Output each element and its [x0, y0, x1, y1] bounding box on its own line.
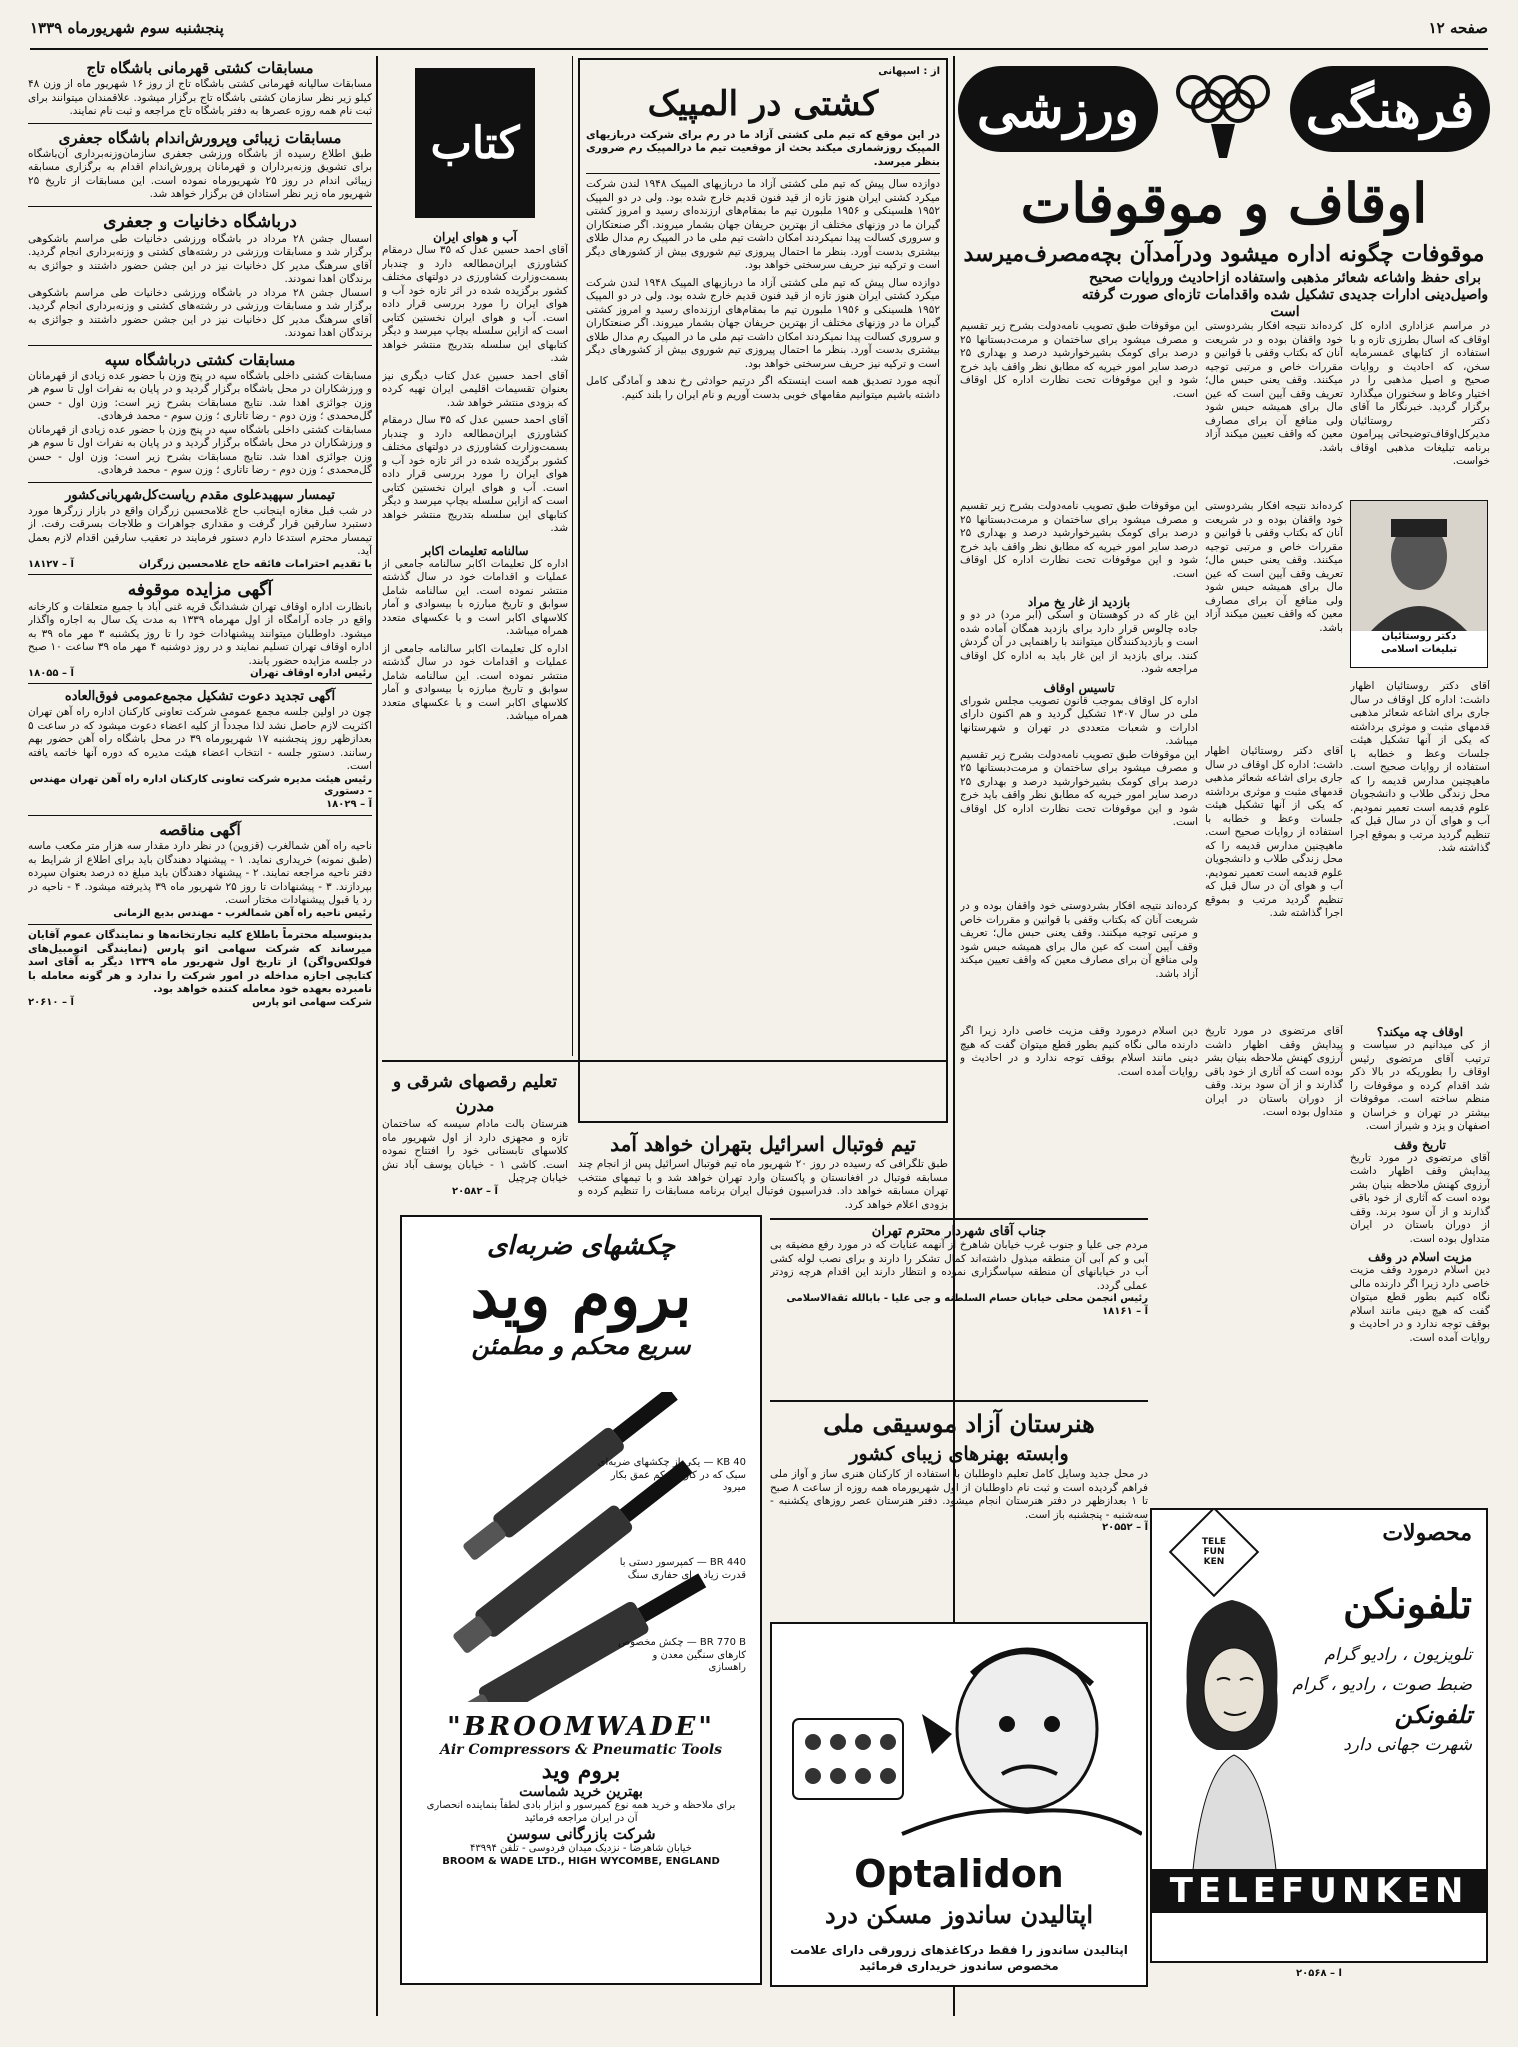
- tobacco-club-text: اسسال جشن ۲۸ مرداد در باشگاه ورزشی دخانیات طی‌ مراسم باشکوهی برگزار شد و مسابقات ورزشی در رشته‌های کشتی و وزنه‌برداری انجام گردید. آقای سرهنگ مدیر کل دخانیات نیز در این جشن حضور داشتند و جوائزی به برندگان اهدا نمودند.: [28, 232, 372, 285]
- optalidon-brand: Optalidon: [854, 1852, 1064, 1896]
- tajclub-text: مسابقات سالیانه قهرمانی کشتی باشگاه تاج از روز ۱۶ شهریور ماه از وزن ۴۸ کیلو زیر نظر سازمان کشتی باشگاه تاج برگزار میشود. علاقمندان میتوانند برای ثبت نام همه روزه عصرها به دفتر باشگاه تاج مراجعه و ثبت نام نمایند.: [28, 78, 372, 117]
- mayor-text: مردم جی علیا و جنوب غرب خیابان شاهرخ از آنهمه عنایات که در مورد رفع مضیقه بی آبی و کم آبی آن منطقه مبذول داشته‌اند کمال تشکر را دارند و برای نصب لوله کشی آب در خیابانهای آن منطقه سپاسگزاری نموده و انتظار دارند این اقدام هرچه زودتر عملی گردد.: [770, 1239, 1148, 1292]
- auction-code: آ – ۱۸۰۵۵: [28, 668, 74, 679]
- wrestling-intro: در این موقع که تیم ملی کشتی آزاد ما در رم برای شرکت دربازیهای المپیک روزشماری میکند بحث از موقعیت تیم ما درالمپیک رم ضروری بنظر میرسد.: [586, 128, 940, 168]
- what-waqf-title: اوقاف چه میکند؟: [1376, 1025, 1464, 1039]
- islam-waqf-text: دین اسلام درمورد وقف مزیت خاصی دارد زیرا اگر دارنده مالی نگاه کنیم بطور قطع میتوان گفت که هیچ دینی مانند اسلام بوقف توجه ندارد و در احادیث و روایات آمده است.: [1350, 1264, 1490, 1344]
- wrestling-title: کشتی در المپیک: [647, 83, 879, 124]
- culture-subhead: موقوفات چگونه اداره میشود ودرآمدآن بچه‌مصرف‌میرسد: [963, 241, 1485, 267]
- culture-col-3: این موقوفات طبق تصویب نامه‌دولت بشرح زیر تقسیم و مصرف میشود برای ساختمان و مرمت‌دبستانها ۲۵ درصد برای کومک بشیرخوارشید درصد و بهداری ۲۵ درصد سایر امور خیریه که مطابق نظر واقف باید خرج شود و این موقوفات تحت نظارت اداره کل اوقاف است.: [960, 320, 1198, 400]
- tender-text: ناحیه راه آهن شمالغرب (قزوین) در نظر دارد مقدار سه هزار متر مکعب ماسه (طبق نمونه) خریداری نماید. ۱ - پیشنهاد دهندگان باید برای اطلاع از شرایط به دفتر ناحیه مراجعه نمایند. ۲ - پیشنهاد دهندگان باید مبلغ ده درصد بعنوان سپرده بپردازند. ۳ - پیشنهادات تا روز ۲۵ شهریور ماه ۳۹ پذیرفته میشود. ۴ - ناحیه در رد یا قبول پیشنهادات مختار است.: [28, 840, 372, 906]
- culture-extra: این موقوفات طبق تصویب نامه‌دولت بشرح زیر تقسیم و مصرف میشود برای ساختمان و مرمت‌دبستانها ۲۵ درصد برای کومک بشیرخوارشید درصد و بهداری ۲۵ درصد سایر امور خیریه که مطابق نظر واقف باید خرج شود و این موقوفات تحت نظارت اداره کل اوقاف است.: [960, 748, 1198, 828]
- broomwade-slogan: سریع محکم و مطمئن: [471, 1331, 691, 1360]
- what-waqf-does: [1350, 1025, 1490, 1495]
- bodybuilding-text: طبق اطلاع رسیده از باشگاه ورزشی جعفری سازمان‌وزنه‌برداری آن‌باشگاه برای تشویق وزنه‌برداران و قهرمانان پرورش‌اندام اقدام به برگزاری مسابقه زیبائی اندام در روز ۲۵ شهریورماه نموده است. این مسابقات از تاریخ ۲۵ شهریور ماه زیر نظر استادان فن برگزار خواهد شد.: [28, 147, 372, 200]
- mayor-title: جناب آقای شهردار محترم تهران: [871, 1224, 1047, 1239]
- page-header: [30, 8, 1488, 50]
- optalidon-footer: اپتالیدن ساندوز را فقط درکاغذهای زرورقی دارای علامت مخصوص ساندوز خریداری فرمائید: [790, 1943, 1128, 1973]
- sepah-text: مسابقات کشتی داخلی باشگاه سپه در پنج وزن با حضور عده زیادی از قهرمانان و ورزشکاران در محل باشگاه برگزار گردید و در پایان به نفرات اول تا سوم هر وزن جوائزی اهدا شد. نتایج مسابقات بشرح زیر است: وزن اول - حسن گل‌محمدی ؛ وزن دوم - رضا تاتاری ؛ وزن سوم - محمد فرهادی.: [28, 369, 372, 422]
- wrestling-text: دوازده سال پیش که تیم ملی کشتی آزاد ما دربازیهای المپیک ۱۹۴۸ لندن شرکت میکرد کشتی ایران هنوز تازه از قید فنون قدیم خارج شده بود. ولی در دو المپیک ۱۹۵۲ هلسینکی و ۱۹۵۶ ملبورن تیم ما بمقام‌های ارزنده‌ای رسید و امروز کشتی گیران ما در وزنهای مختلف از بهترین حریفان جهان بشمار میروند. اگر صنعتکاران و سروری کسالت پیدا نمیکردند امکان داشت تیم ملی ما در المپیک رم مدال طلای بیشتری بدست آورد. بنظر ما احتمال پیروزی تیم شوروی بیش از کشورهای دیگر است و ترکیه نیز حریف سرسختی خواهد بود.: [586, 178, 940, 271]
- telefunken-products: [1282, 1640, 1472, 1760]
- telefunken-code: آ – ۲۰۵۶۸: [1296, 1968, 1342, 1979]
- dance-title: تعلیم رقصهای شرقی و مدرن: [392, 1072, 558, 1116]
- music-school-ad: [770, 1400, 1148, 1620]
- issue-date: پنجشنبه سوم شهریورماه ۱۳۳۹: [30, 19, 224, 37]
- autopars-sign: شرکت سهامی اتو پارس: [252, 996, 372, 1008]
- telefunken-logo-text: TELE FUN KEN: [1201, 1537, 1227, 1567]
- culture-col-2c: آقای مرتضوی در مورد تاریخ پیدایش وقف اظهار داشت آرزوی کهنش ملاحظه بنیان بشر بوده است که آثاری از خود باقی گذارند و از آن سود برند. وقف از دوران باستان در ایران متداول بوده است.: [1205, 1025, 1343, 1118]
- divider: [382, 1060, 948, 1068]
- founding-title: تاسیس اوقاف: [1043, 680, 1115, 695]
- culture-headline: اوقاف و موقوفات: [1020, 171, 1428, 235]
- culture-lower-col-1: آقای دکتر روستائیان اظهار داشت: اداره کل اوقاف در سال جاری برای اشاعه شعائر مذهبی قدمهای مثبت و موثری برداشته که یکی از آنها تشکیل هیئت جلسات وعظ و خطابه با استفاده از روایات صحیح است. ماهیچنین مدارس قدیمه را که محل زندگی طلاب و دانشجویان علوم قدیمه است تعمیر نمودیم. آب و هوای آن در سال قبل که تنظیم گردید مرتب و بموقع اجرا گذاشته شد.: [1350, 680, 1490, 854]
- cave-visit-title: بازدید از غار یخ مراد: [1027, 595, 1131, 609]
- police-letter-text: در شب قبل مغازه اینجانب حاج غلامحسین زرگران واقع در بازار زرگرها مورد دستبرد سارقین قرار گرفت و مقداری جواهرات و طلاجات بسرقت رفت. از تیمسار محترم استدعا دارم دستور فرمایند در تعقیب سارقین اقدام لازم بعمل آید.: [28, 504, 372, 557]
- broomwade-label-2: BR 440 — کمپرسور دستی با قدرت زیاد برای حفاری سنگ: [619, 1557, 746, 1581]
- broomwade-tagline: Air Compressors & Pneumatic Tools: [439, 1742, 723, 1758]
- dance-code: آ – ۲۰۵۸۲: [452, 1185, 498, 1197]
- waqf-history-text: آقای مرتضوی در مورد تاریخ پیدایش وقف اظهار داشت آرزوی کهنش ملاحظه بنیان بشر بوده است که آثاری از خود باقی گذارند و از آن سود برند. وقف از دوران باستان در ایران متداول بوده است.: [1350, 1151, 1490, 1245]
- culture-subhead-2: برای حفظ واشاعه شعائر مذهبی واستفاده ازاحادیث وروایات صحیح واصیل‌دینی ادارات جدیدی تشکیل شده واقدامات تازه‌ای صورت گرفته است: [1081, 270, 1489, 320]
- telefunken-wordmark: TELEFUNKEN: [1152, 1869, 1486, 1913]
- culture-lower-col-3: کرده‌اند نتیجه افکار بشردوستی خود واقفان بوده و در شریعت آنان که بکتاب وقفی با قوانین و مقررات خاص و مرتبی توجیه میکنند. وقف یعنی حبس مال؛ تعریف وقف آیین است که عین مال برای همیشه حبس شود ولی منافع آن برای مصارف معین که واقف تعیین میکند آزاد باشد.: [960, 900, 1198, 980]
- telefunken-line-1: تلویزیون ، رادیو گرام: [1324, 1645, 1472, 1665]
- broomwade-address: خیابان شاهرضا - نزدیک میدان فردوسی - تلفن ۴۳۹۹۴: [470, 1843, 692, 1854]
- music-title: هنرستان آزاد موسیقی ملی: [823, 1409, 1095, 1438]
- football-title: تیم فوتبال اسرائیل بتهران خواهد آمد: [610, 1132, 916, 1156]
- broomwade-ad: [400, 1215, 762, 1985]
- football-text: طبق تلگرافی که رسیده در روز ۲۰ شهریور ماه تیم فوتبال اسرائیل پس از انجام چند مسابقه فوتبال در افغانستان و پاکستان وارد تهران خواهد شد و با تیمهای منتخب تهران مسابقه خواهد داد. فدراسیون فوتبال ایران برنامه مسابقات را تنظیم کرده و بزودی اعلام خواهد کرد.: [578, 1158, 948, 1210]
- woman-illustration-icon: [1162, 1580, 1302, 1880]
- sepah-text-2: مسابقات کشتی داخلی باشگاه سپه در پنج وزن با حضور عده زیادی از قهرمانان و ورزشکاران در محل باشگاه برگزار گردید و در پایان به نفرات اول تا سوم هر وزن جوائزی اهدا شد. نتایج مسابقات بشرح زیر است: وزن اول - حسن گل‌محمدی ؛ وزن دوم - رضا تاتاری ؛ وزن سوم - محمد فرهادی.: [28, 423, 372, 476]
- auction-title: آگهی مزایده موقوفه: [127, 579, 273, 600]
- telefunken-top: محصولات: [1382, 1520, 1472, 1546]
- optalidon-ad: [770, 1622, 1148, 1987]
- founding-text: اداره کل اوقاف بموجب قانون تصویب مجلس شورای ملی در سال ۱۳۰۷ تشکیل گردید و هم اکنون دارای ادارات و شعبات متعددی در تهران و شهرستانها میباشد.: [960, 694, 1198, 747]
- book-text-2: اداره کل تعلیمات اکابر سالنامه جامعی از عملیات و اقدامات خود در سال گذشته منتشر نموده است. این سالنامه شامل سوابق و تاریخ مبارزه با بیسوادی و آمار کلاسهای اکابر است و با عکسهای متعدد همراه میباشد.: [382, 557, 568, 637]
- book-text-1: آقای احمد حسین عدل که ۳۵ سال درمقام کشاورزی ایران‌مطالعه دارد و چندبار بسمت‌وزارت کشاورزی در دولتهای مختلف کشور برگزیده شده در اثر تازه خود آب و هوای ایران را مورد بررسی قرار داده است. آب و هوای ایران نخستین کتابی است که ازاین سلسله بچاپ میرسد و دیگر کتابهای این سلسله بتدریج منتشر خواهد شد.: [382, 244, 568, 364]
- telefunken-brand-fa: تلفونکن: [1343, 1581, 1472, 1628]
- optalidon-slogan: مسکن درد: [824, 1900, 933, 1929]
- auction-sign: رئیس اداره اوقاف تهران: [250, 668, 372, 679]
- autopars-text: بدینوسیله محترماً باطلاع کلیه تجارتخانه‌ها و نمایندگان عموم آقایان میرساند که شرکت سهامی اتو پارس (نمایندگی اتومبیل‌های فولکس‌واگن) از تاریخ اول شهریور ماه ۱۳۳۹ دیگر به آقای اسد کتابچی اجازه مداخله در امور شرکت را ندارد و هر گونه معامله با نامبرده بعهده خود معامله کننده خواهد بود.: [28, 929, 372, 995]
- banner-culture: فرهنگی: [1290, 66, 1490, 152]
- telefunken-line-3: تلفونکن: [1394, 1700, 1472, 1729]
- tobacco-club-title: درباشگاه دخانیات و جعفری: [103, 211, 297, 232]
- broomwade-best: بهترین خرید شماست: [519, 1784, 643, 1800]
- left-column: [28, 58, 372, 2018]
- book-text-1c: آقای احمد حسین عدل که ۳۵ سال درمقام کشاورزی ایران‌مطالعه دارد و چندبار بسمت‌وزارت کشاورزی در دولتهای مختلف کشور برگزیده شده در اثر تازه خود آب و هوای ایران را مورد بررسی قرار داده است. آب و هوای ایران نخستین کتابی است که ازاین سلسله بچاپ میرسد و دیگر کتابهای این سلسله بتدریج منتشر خواهد شد.: [382, 414, 568, 534]
- broomwade-top: چکشهای ضربه‌ای: [486, 1231, 676, 1261]
- broomwade-dealer: شرکت بازرگانی سوسن: [506, 1825, 656, 1843]
- book-logo: کتاب: [415, 68, 535, 218]
- tajclub-title: مسابقات کشتی قهرمانی باشگاه تاج: [86, 59, 314, 77]
- section-banner: [958, 58, 1490, 168]
- banner-sports: ورزشی: [958, 66, 1158, 152]
- wrestling-text-3: آنچه مورد تصدیق همه است اینستکه اگر درتیم حوادثی رخ ندهد و آمادگی کامل داشته باشیم میتوانیم مقامهای خوبی بدست آوریم و نام ایران را بلند کنیم.: [586, 375, 940, 401]
- culture-col-3b: این موقوفات طبق تصویب نامه‌دولت بشرح زیر تقسیم و مصرف میشود برای ساختمان و مرمت‌دبستانها ۲۵ درصد برای کومک بشیرخوارشید درصد و بهداری ۲۵ درصد سایر امور خیریه که مطابق نظر واقف باید خرج شود و این موقوفات تحت نظارت اداره کل اوقاف است.: [960, 500, 1198, 580]
- assembly-title: آگهی تجدید دعوت تشکیل مجمع‌عمومی فوق‌العاده: [64, 689, 336, 704]
- mayor-ad: [770, 1218, 1148, 1398]
- police-letter-title: تیمسار سپهبدعلوی مقدم ریاست‌کل‌شهربانی‌کشور: [65, 487, 335, 503]
- assembly-text: چون در اولین جلسه مجمع عمومی شرکت تعاونی کارکنان اداره راه آهن تهران اکثریت لازم حاصل نشد لذا مجدداً از کلیه اعضاء دعوت میشود که در ساعت ۵ بعدازظهر روز پنجشنبه ۱۷ شهریورماه ۳۹ در محل باشگاه راه آهن حضور بهم رسانند. دستور جلسه - انتخاب اعضاء هیئت مدیره که دوره آنها خاتمه یافته است.: [28, 706, 372, 772]
- dance-ad: [382, 1070, 568, 1220]
- broomwade-brand-fa-2: بروم وید: [541, 1758, 621, 1784]
- book-text-2b: اداره کل تعلیمات اکابر سالنامه جامعی از عملیات و اقدامات خود در سال گذشته منتشر نموده است. این سالنامه شامل سوابق و تاریخ مبارزه با بیسوادی و آمار کلاسهای اکابر است و با عکسهای متعدد همراه میباشد.: [382, 642, 568, 722]
- wrestling-byline: از : اسپهانی: [878, 66, 940, 77]
- book-sub-1: آب و هوای ایران: [433, 230, 517, 244]
- book-text-1b: آقای احمد حسین عدل کتاب دیگری نیز بعنوان تقسیمات اقلیمی ایران تهیه کرده که بزودی منتشر خواهد شد.: [382, 369, 568, 409]
- what-waqf-text: از کی میدانیم در سیاست و ترتیب آقای مرتضوی رئیس اوقاف را بطوریکه در بالا ذکر شد اقدام کرده و موقوفات را منظم ساخته است. موقوفات بیشتر در تهران و خراسان و اصفهان و یزد و شیراز است.: [1350, 1039, 1490, 1132]
- islam-waqf-title: مزیت اسلام در وقف: [1368, 1250, 1472, 1264]
- tobacco-club-text-2: اسسال جشن ۲۸ مرداد در باشگاه ورزشی دخانیات طی‌ مراسم باشکوهی برگزار شد و مسابقات ورزشی در رشته‌های کشتی و وزنه‌برداری انجام گردید. آقای سرهنگ مدیر کل دخانیات نیز در این جشن حضور داشتند و جوائزی به برندگان اهدا نمودند.: [28, 286, 372, 339]
- mayor-sign: رئیس انجمن محلی خیابان حسام السلطنه و جی علیا - بابالله ثقة‌الاسلامی: [786, 1293, 1148, 1304]
- pill-pack-icon: [788, 1714, 908, 1804]
- telefunken-line-4: شهرت جهانی دارد: [1343, 1735, 1472, 1755]
- portrait-caption-2: تبلیغات اسلامی: [1380, 643, 1458, 655]
- column-rule: [376, 56, 378, 2016]
- cave-visit-section: [960, 595, 1198, 895]
- broomwade-label-3: BR 770 B — چکش مخصوص کارهای سنگین معدن و راهسازی: [618, 1637, 746, 1673]
- police-letter-sign: با تقدیم احترامات فائقه حاج غلامحسین زرگران: [138, 558, 372, 570]
- telefunken-ad: [1150, 1508, 1488, 1963]
- person-icon: [1351, 501, 1487, 631]
- column-rule: [572, 56, 573, 1056]
- sepah-title: مسابقات کشتی درباشگاه سپه: [104, 350, 296, 369]
- page-number: صفحه ۱۲: [1428, 19, 1488, 37]
- broomwade-brand-fa: بروم وید: [470, 1259, 692, 1332]
- optalidon-brand-fa: اپتالیدن ساندوز: [942, 1900, 1094, 1929]
- music-text: در محل جدید وسایل کامل تعلیم داوطلبان با استفاده از کارکنان هنری ساز و آواز ملی فراهم گردیده است و ثبت نام داوطلبان از اول شهریورماه همه روزه از ساعت ۸ صبح تا ۱ بعدازظهر در دفتر هنرستان انجام میشود. دفتر هنرستان عصر روزهای یکشنبه - سه‌شنبه - پنجشنبه باز است.: [770, 1468, 1148, 1521]
- culture-col-1: در مراسم عزاداری اداره کل اوقاف که اسال بطرزی تازه و با استفاده از کتابهای غمسرمایه سخن، که احادیث و روایات صحیح و اصیل مذهبی را در اختیار وعاظ و سخنوران میگذارد برگزار گردید. خبرنگار ما آقای دکتر روستائیان مدیرکل‌اوقاف‌توضیحاتی پیرامون برنامه تبلیغات مذهبی اوقاف خواست.: [1350, 320, 1490, 467]
- portrait-photo: [1350, 500, 1488, 668]
- assembly-code: آ – ۱۸۰۲۹: [326, 798, 372, 810]
- culture-lower-col-2: آقای دکتر روستائیان اظهار داشت: اداره کل اوقاف در سال جاری برای اشاعه شعائر مذهبی قدمهای مثبت و موثری برداشته که یکی از آنها تشکیل هیئت جلسات وعظ و خطابه با استفاده از روایات صحیح است. ماهیچنین مدارس قدیمه را که محل زندگی طلاب و دانشجویان علوم قدیمه است تعمیر نمودیم. آب و هوای آن در سال قبل که تنظیم گردید مرتب و بموقع اجرا گذاشته شد.: [1205, 745, 1343, 919]
- mayor-code: آ – ۱۸۱۶۱: [1102, 1305, 1148, 1317]
- portrait-caption: دکتر روستائیان: [1381, 631, 1457, 642]
- bodybuilding-title: مسابقات زیبائی وپرورش‌اندام باشگاه جعفری: [58, 128, 342, 147]
- music-code: آ – ۲۰۵۵۲: [1102, 1522, 1148, 1533]
- broomwade-brand-en: "BROOMWADE": [447, 1712, 715, 1742]
- tender-sign: رئیس ناحیه راه آهن شمالغرب - مهندس بدیع الزمانی: [113, 907, 372, 919]
- auction-text: بانظارت اداره اوقاف تهران ششدانگ قریه غنی آباد با جمیع متعلقات و کارخانه واقع در جاده آرامگاه از اول مهرماه ۱۳۳۹ به مدت یک سال به اجاره واگذار میشود. داوطلبان میتوانند پیشنهادات خود را تا روز یکشنبه ۳ مهر ماه ۳۹ به اداره اوقاف تهران تسلیم نمایند و در روز دوشنبه ۴ مهر ماه ۳۹ ساعت ۱۰ صبح در جلسه مزایده حضور یابند.: [28, 600, 372, 667]
- music-sub: وابسته بهنرهای زیبای کشور: [849, 1443, 1069, 1465]
- culture-col-2b: کرده‌اند نتیجه افکار بشردوستی خود واقفان بوده و در شریعت آنان که بکتاب وقفی با قوانین و مقررات خاص و مرتبی توجیه میکنند. وقف یعنی حبس مال؛ تعریف وقف آیین است که عین مال برای همیشه حبس شود ولی منافع آن برای مصارف معین که واقف تعیین میکند آزاد باشد.: [1205, 500, 1343, 634]
- autopars-code: آ – ۲۰۶۱۰: [28, 996, 74, 1008]
- wrestling-text-2: دوازده سال پیش که تیم ملی کشتی آزاد ما دربازیهای المپیک ۱۹۴۸ لندن شرکت میکرد کشتی ایران هنوز تازه از قید فنون قدیم خارج شده بود. ولی در دو المپیک ۱۹۵۲ هلسینکی و ۱۹۵۶ ملبورن تیم ما بمقام‌های ارزنده‌ای رسید و امروز کشتی گیران ما در وزنهای مختلف از بهترین حریفان جهان بشمار میروند. اگر صنعتکاران و سروری کسالت پیدا نمیکردند امکان داشت تیم ملی ما در المپیک رم مدال طلای بیشتری بدست آورد. بنظر ما احتمال پیروزی تیم شوروی بیش از کشورهای دیگر است و ترکیه نیز حریف سرسختی خواهد بود.: [586, 276, 940, 370]
- broomwade-england: BROOM & WADE LTD., HIGH WYCOMBE, ENGLAND: [442, 1855, 720, 1867]
- football-article: [578, 1130, 948, 1210]
- book-sub-2: سالنامه تعلیمات اکابر: [421, 543, 529, 558]
- cave-visit-text: این غار که در کوهستان و اسکی (ابر مرد) در دو و جاده چالوس قرار دارد برای بازدید همگان آماده شده است و بازدیدکنندگان میتوانند با راهنمایی در آن گردش کنند. برای بازدید از این غار باید به اداره کل اوقاف مراجعه شود.: [960, 609, 1198, 675]
- waqf-history-title: تاریخ وقف: [1393, 1137, 1446, 1152]
- broomwade-info: برای ملاحظه و خرید همه نوع کمپرسور و ابزار بادی لطفاً بنماینده انحصاری آن در ایران مراجعه فرمائید: [426, 1800, 736, 1824]
- culture-col-2: کرده‌اند نتیجه افکار بشردوستی خود واقفان بوده و در شریعت آنان که بکتاب وقفی با قوانین و مقررات خاص و مرتبی توجیه میکنند. وقف یعنی حبس مال؛ تعریف وقف آیین است که عین مال برای همیشه حبس شود ولی منافع آن برای مصارف معین که واقف تعیین میکند آزاد باشد.: [1205, 320, 1343, 454]
- dance-text: هنرستان بالت مادام سیسه که ساختمان تازه و مجهزی دارد از اول شهریور ماه کلاسهای تابستانی خود را افتتاح نموده است. کاشی ۱ - خیابان یوسف آباد نش خیابان چرچیل: [382, 1118, 568, 1184]
- broomwade-label-1: KB 40 — یکی از چکشهای ضربه‌ای سبک که در کارهای کم عمق بکار میرود: [597, 1457, 746, 1493]
- police-letter-code: آ – ۱۸۱۲۷: [28, 558, 74, 570]
- tender-title: آگهی مناقصه: [159, 821, 241, 839]
- telefunken-line-2: ضبط صوت ، رادیو ، گرام: [1292, 1675, 1472, 1695]
- headache-man-icon: [892, 1634, 1142, 1844]
- wrestling-article: [578, 58, 948, 1123]
- book-column: [382, 58, 568, 1058]
- olympic-torch-icon: [1163, 62, 1283, 162]
- culture-col-3c: دین اسلام درمورد وقف مزیت خاصی دارد زیرا اگر دارنده مالی نگاه کنیم بطور قطع میتوان گفت که هیچ دینی مانند اسلام بوقف توجه ندارد و در احادیث و روایات آمده است.: [960, 1025, 1198, 1078]
- assembly-sign: رئیس هیئت مدیره شرکت تعاونی کارکنان اداره راه آهن تهران مهندس - دستوری: [29, 773, 372, 797]
